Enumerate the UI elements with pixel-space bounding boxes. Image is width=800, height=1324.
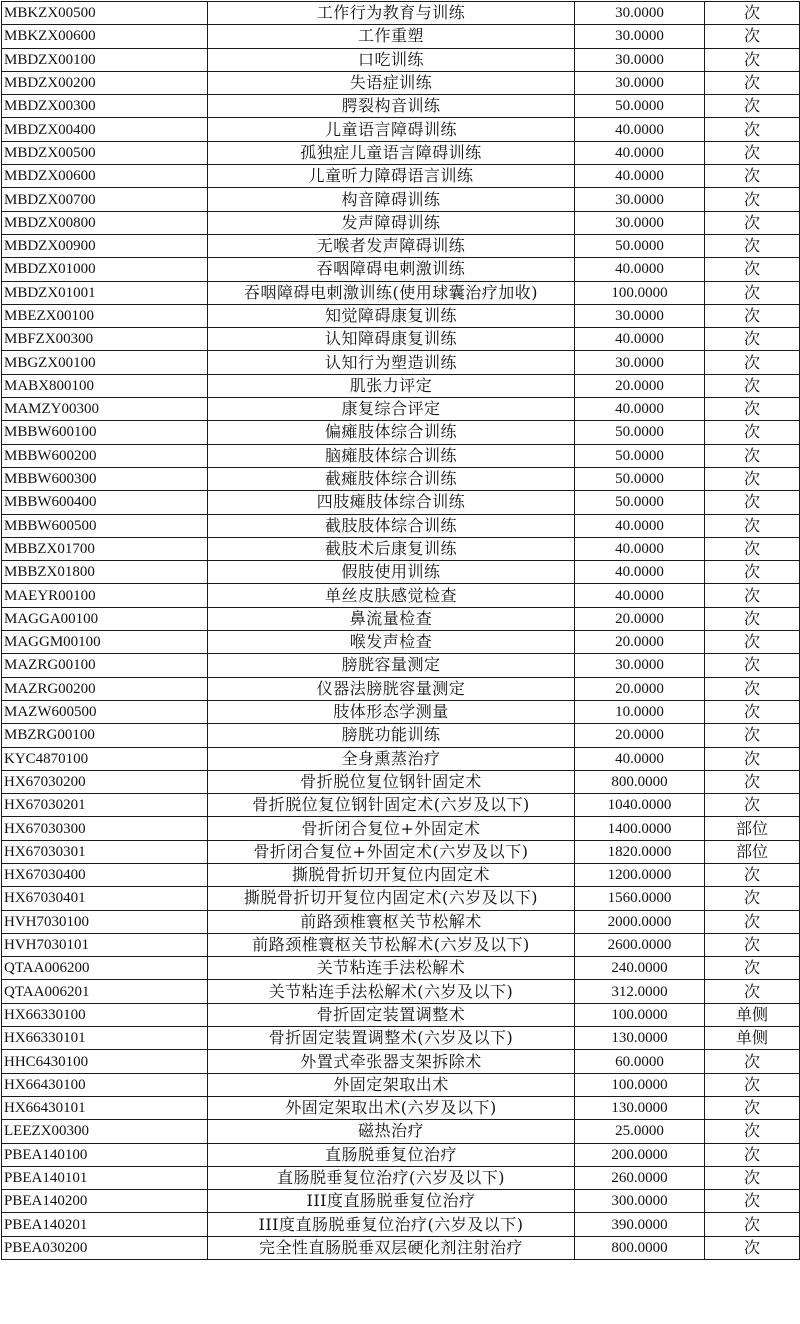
table-row [2, 1120, 800, 1143]
item-price-cell: 1040.0000 [575, 794, 705, 817]
fee-table-body [2, 2, 800, 1260]
item-price-cell: 30.0000 [575, 304, 705, 327]
item-name-cell: 肢体形态学测量 [208, 700, 575, 723]
item-price-cell: 40.0000 [575, 537, 705, 560]
item-price-cell: 30.0000 [575, 2, 705, 25]
item-name-cell: 认知障碍康复训练 [208, 328, 575, 351]
item-price-cell: 20.0000 [575, 631, 705, 654]
item-price-cell: 40.0000 [575, 561, 705, 584]
item-price-cell: 40.0000 [575, 747, 705, 770]
table-row [2, 980, 800, 1003]
item-name-cell: 脑瘫肢体综合训练 [208, 444, 575, 467]
item-code-cell: MBBW600100 [2, 421, 208, 444]
item-price-cell: 50.0000 [575, 234, 705, 257]
item-price-cell: 40.0000 [575, 165, 705, 188]
table-row [2, 234, 800, 257]
item-name-cell: 仪器法膀胱容量测定 [208, 677, 575, 700]
item-code-cell: HX67030300 [2, 817, 208, 840]
item-code-cell: MAGGM00100 [2, 631, 208, 654]
item-unit-cell: 次 [705, 421, 800, 444]
item-unit-cell: 次 [705, 654, 800, 677]
item-name-cell: 骨折脱位复位钢针固定术 [208, 770, 575, 793]
item-name-cell: 膀胱容量测定 [208, 654, 575, 677]
table-row [2, 211, 800, 234]
item-name-cell: 失语症训练 [208, 71, 575, 94]
item-unit-cell: 次 [705, 724, 800, 747]
table-row [2, 514, 800, 537]
item-unit-cell: 次 [705, 1073, 800, 1096]
item-code-cell: MBFZX00300 [2, 328, 208, 351]
item-price-cell: 390.0000 [575, 1213, 705, 1236]
item-unit-cell: 次 [705, 165, 800, 188]
item-code-cell: MBDZX00100 [2, 48, 208, 71]
item-price-cell: 40.0000 [575, 398, 705, 421]
item-unit-cell: 单侧 [705, 1027, 800, 1050]
item-unit-cell: 次 [705, 794, 800, 817]
table-row [2, 724, 800, 747]
item-price-cell: 40.0000 [575, 584, 705, 607]
item-code-cell: HX66330101 [2, 1027, 208, 1050]
item-price-cell: 130.0000 [575, 1096, 705, 1119]
item-name-cell: 吞咽障碍电刺激训练(使用球囊治疗加收) [208, 281, 575, 304]
item-code-cell: MBZRG00100 [2, 724, 208, 747]
table-row [2, 374, 800, 397]
item-price-cell: 312.0000 [575, 980, 705, 1003]
item-unit-cell: 次 [705, 887, 800, 910]
item-unit-cell: 次 [705, 95, 800, 118]
item-price-cell: 20.0000 [575, 724, 705, 747]
item-unit-cell: 次 [705, 863, 800, 886]
item-name-cell: 全身熏蒸治疗 [208, 747, 575, 770]
item-code-cell: HX66430101 [2, 1096, 208, 1119]
item-unit-cell: 次 [705, 980, 800, 1003]
item-price-cell: 50.0000 [575, 491, 705, 514]
item-code-cell: MBBZX01800 [2, 561, 208, 584]
table-row [2, 258, 800, 281]
table-row [2, 1050, 800, 1073]
table-row [2, 863, 800, 886]
item-price-cell: 50.0000 [575, 421, 705, 444]
table-row [2, 351, 800, 374]
table-row [2, 1003, 800, 1026]
item-unit-cell: 次 [705, 1166, 800, 1189]
item-name-cell: 鼻流量检查 [208, 607, 575, 630]
table-row [2, 328, 800, 351]
item-name-cell: 骨折固定装置调整术(六岁及以下) [208, 1027, 575, 1050]
item-unit-cell: 次 [705, 1190, 800, 1213]
item-name-cell: 直肠脱垂复位治疗(六岁及以下) [208, 1166, 575, 1189]
item-name-cell: 儿童语言障碍训练 [208, 118, 575, 141]
item-name-cell: 骨折固定装置调整术 [208, 1003, 575, 1026]
item-code-cell: HVH7030101 [2, 933, 208, 956]
table-row [2, 537, 800, 560]
item-code-cell: LEEZX00300 [2, 1120, 208, 1143]
item-unit-cell: 次 [705, 770, 800, 793]
item-price-cell: 60.0000 [575, 1050, 705, 1073]
table-row [2, 71, 800, 94]
item-price-cell: 1560.0000 [575, 887, 705, 910]
item-price-cell: 100.0000 [575, 1073, 705, 1096]
item-code-cell: MBDZX00500 [2, 141, 208, 164]
item-unit-cell: 次 [705, 281, 800, 304]
item-price-cell: 30.0000 [575, 48, 705, 71]
table-row [2, 188, 800, 211]
item-name-cell: 外固定架取出术 [208, 1073, 575, 1096]
table-row [2, 491, 800, 514]
table-row [2, 910, 800, 933]
item-code-cell: MAEYR00100 [2, 584, 208, 607]
item-price-cell: 30.0000 [575, 25, 705, 48]
item-unit-cell: 次 [705, 700, 800, 723]
item-price-cell: 300.0000 [575, 1190, 705, 1213]
item-unit-cell: 次 [705, 1143, 800, 1166]
item-code-cell: MBGZX00100 [2, 351, 208, 374]
item-code-cell: MBKZX00500 [2, 2, 208, 25]
item-code-cell: MBDZX00300 [2, 95, 208, 118]
table-row [2, 747, 800, 770]
item-unit-cell: 次 [705, 467, 800, 490]
item-unit-cell: 次 [705, 1236, 800, 1259]
item-unit-cell: 次 [705, 514, 800, 537]
item-code-cell: MBBW600200 [2, 444, 208, 467]
item-name-cell: 骨折闭合复位+外固定术(六岁及以下) [208, 840, 575, 863]
item-price-cell: 2600.0000 [575, 933, 705, 956]
table-row [2, 25, 800, 48]
table-row [2, 398, 800, 421]
table-row [2, 1143, 800, 1166]
table-row [2, 887, 800, 910]
item-code-cell: MBDZX00200 [2, 71, 208, 94]
item-price-cell: 2000.0000 [575, 910, 705, 933]
item-code-cell: MBDZX00800 [2, 211, 208, 234]
item-code-cell: HX67030400 [2, 863, 208, 886]
item-unit-cell: 次 [705, 561, 800, 584]
item-unit-cell: 次 [705, 234, 800, 257]
item-name-cell: III度直肠脱垂复位治疗 [208, 1190, 575, 1213]
item-price-cell: 30.0000 [575, 351, 705, 374]
table-row [2, 304, 800, 327]
table-row [2, 141, 800, 164]
item-price-cell: 50.0000 [575, 95, 705, 118]
item-code-cell: MBDZX00400 [2, 118, 208, 141]
item-unit-cell: 次 [705, 933, 800, 956]
item-name-cell: 前路颈椎寰枢关节松解术 [208, 910, 575, 933]
item-code-cell: HX67030201 [2, 794, 208, 817]
item-unit-cell: 次 [705, 351, 800, 374]
item-unit-cell: 次 [705, 374, 800, 397]
item-unit-cell: 部位 [705, 817, 800, 840]
table-row [2, 444, 800, 467]
item-code-cell: PBEA030200 [2, 1236, 208, 1259]
item-unit-cell: 单侧 [705, 1003, 800, 1026]
item-unit-cell: 次 [705, 910, 800, 933]
table-row [2, 700, 800, 723]
item-price-cell: 30.0000 [575, 71, 705, 94]
table-row [2, 677, 800, 700]
item-code-cell: MAZRG00200 [2, 677, 208, 700]
item-code-cell: PBEA140100 [2, 1143, 208, 1166]
item-name-cell: 孤独症儿童语言障碍训练 [208, 141, 575, 164]
item-unit-cell: 次 [705, 328, 800, 351]
item-name-cell: 假肢使用训练 [208, 561, 575, 584]
table-row [2, 840, 800, 863]
table-row [2, 770, 800, 793]
item-unit-cell: 次 [705, 607, 800, 630]
item-code-cell: QTAA006200 [2, 957, 208, 980]
item-price-cell: 260.0000 [575, 1166, 705, 1189]
item-price-cell: 1820.0000 [575, 840, 705, 863]
item-code-cell: HX67030401 [2, 887, 208, 910]
item-price-cell: 25.0000 [575, 1120, 705, 1143]
item-name-cell: 撕脱骨折切开复位内固定术(六岁及以下) [208, 887, 575, 910]
item-price-cell: 800.0000 [575, 1236, 705, 1259]
item-code-cell: MBDZX01000 [2, 258, 208, 281]
table-row [2, 794, 800, 817]
table-row [2, 584, 800, 607]
item-name-cell: 口吃训练 [208, 48, 575, 71]
item-name-cell: 工作行为教育与训练 [208, 2, 575, 25]
item-name-cell: 骨折脱位复位钢针固定术(六岁及以下) [208, 794, 575, 817]
item-code-cell: PBEA140201 [2, 1213, 208, 1236]
item-code-cell: HVH7030100 [2, 910, 208, 933]
item-name-cell: 截肢肢体综合训练 [208, 514, 575, 537]
item-unit-cell: 次 [705, 584, 800, 607]
item-unit-cell: 次 [705, 631, 800, 654]
item-unit-cell: 次 [705, 48, 800, 71]
item-unit-cell: 次 [705, 304, 800, 327]
item-price-cell: 30.0000 [575, 211, 705, 234]
item-unit-cell: 次 [705, 747, 800, 770]
table-row [2, 957, 800, 980]
item-name-cell: 喉发声检查 [208, 631, 575, 654]
item-unit-cell: 次 [705, 141, 800, 164]
item-price-cell: 100.0000 [575, 281, 705, 304]
table-row [2, 1096, 800, 1119]
item-code-cell: MBEZX00100 [2, 304, 208, 327]
item-name-cell: 发声障碍训练 [208, 211, 575, 234]
item-price-cell: 800.0000 [575, 770, 705, 793]
item-price-cell: 50.0000 [575, 467, 705, 490]
item-price-cell: 20.0000 [575, 374, 705, 397]
item-code-cell: KYC4870100 [2, 747, 208, 770]
item-name-cell: 知觉障碍康复训练 [208, 304, 575, 327]
item-price-cell: 130.0000 [575, 1027, 705, 1050]
item-code-cell: PBEA140200 [2, 1190, 208, 1213]
item-name-cell: 外固定架取出术(六岁及以下) [208, 1096, 575, 1119]
table-row [2, 631, 800, 654]
table-row [2, 118, 800, 141]
item-unit-cell: 部位 [705, 840, 800, 863]
item-name-cell: 骨折闭合复位+外固定术 [208, 817, 575, 840]
item-code-cell: MBDZX00900 [2, 234, 208, 257]
item-code-cell: MBBW600400 [2, 491, 208, 514]
table-row [2, 1213, 800, 1236]
item-unit-cell: 次 [705, 537, 800, 560]
item-code-cell: MBBW600500 [2, 514, 208, 537]
item-name-cell: 构音障碍训练 [208, 188, 575, 211]
item-code-cell: PBEA140101 [2, 1166, 208, 1189]
item-code-cell: HX67030200 [2, 770, 208, 793]
item-name-cell: 肌张力评定 [208, 374, 575, 397]
item-price-cell: 30.0000 [575, 654, 705, 677]
item-unit-cell: 次 [705, 118, 800, 141]
item-code-cell: HX67030301 [2, 840, 208, 863]
table-row [2, 95, 800, 118]
item-name-cell: 儿童听力障碍语言训练 [208, 165, 575, 188]
table-row [2, 421, 800, 444]
item-name-cell: 完全性直肠脱垂双层硬化剂注射治疗 [208, 1236, 575, 1259]
item-name-cell: 直肠脱垂复位治疗 [208, 1143, 575, 1166]
item-name-cell: 关节粘连手法松解术 [208, 957, 575, 980]
item-price-cell: 20.0000 [575, 677, 705, 700]
item-code-cell: QTAA006201 [2, 980, 208, 1003]
item-price-cell: 40.0000 [575, 328, 705, 351]
table-row [2, 165, 800, 188]
item-code-cell: HX66430100 [2, 1073, 208, 1096]
item-price-cell: 1200.0000 [575, 863, 705, 886]
item-price-cell: 20.0000 [575, 607, 705, 630]
item-price-cell: 40.0000 [575, 258, 705, 281]
item-code-cell: MBBW600300 [2, 467, 208, 490]
table-row [2, 467, 800, 490]
item-unit-cell: 次 [705, 1050, 800, 1073]
item-code-cell: MBBZX01700 [2, 537, 208, 560]
table-row [2, 654, 800, 677]
item-price-cell: 1400.0000 [575, 817, 705, 840]
item-code-cell: MAMZY00300 [2, 398, 208, 421]
item-code-cell: HX66330100 [2, 1003, 208, 1026]
item-unit-cell: 次 [705, 491, 800, 514]
item-price-cell: 40.0000 [575, 118, 705, 141]
item-unit-cell: 次 [705, 188, 800, 211]
item-code-cell: MBKZX00600 [2, 25, 208, 48]
table-row [2, 48, 800, 71]
item-unit-cell: 次 [705, 258, 800, 281]
item-name-cell: 外置式牵张器支架拆除术 [208, 1050, 575, 1073]
item-code-cell: MAGGA00100 [2, 607, 208, 630]
item-price-cell: 200.0000 [575, 1143, 705, 1166]
item-price-cell: 40.0000 [575, 141, 705, 164]
table-row [2, 1166, 800, 1189]
item-name-cell: 膀胱功能训练 [208, 724, 575, 747]
item-name-cell: 偏瘫肢体综合训练 [208, 421, 575, 444]
table-row [2, 1073, 800, 1096]
item-code-cell: MAZRG00100 [2, 654, 208, 677]
table-row [2, 1027, 800, 1050]
table-row [2, 1236, 800, 1259]
item-code-cell: MAZW600500 [2, 700, 208, 723]
item-name-cell: 腭裂构音训练 [208, 95, 575, 118]
item-code-cell: MBDZX00700 [2, 188, 208, 211]
item-price-cell: 50.0000 [575, 444, 705, 467]
item-code-cell: MBDZX01001 [2, 281, 208, 304]
item-name-cell: 前路颈椎寰枢关节松解术(六岁及以下) [208, 933, 575, 956]
item-name-cell: 康复综合评定 [208, 398, 575, 421]
item-name-cell: 截瘫肢体综合训练 [208, 467, 575, 490]
item-code-cell: HHC6430100 [2, 1050, 208, 1073]
item-name-cell: 截肢术后康复训练 [208, 537, 575, 560]
item-price-cell: 40.0000 [575, 514, 705, 537]
table-row [2, 1190, 800, 1213]
item-unit-cell: 次 [705, 211, 800, 234]
item-price-cell: 10.0000 [575, 700, 705, 723]
item-unit-cell: 次 [705, 2, 800, 25]
item-unit-cell: 次 [705, 71, 800, 94]
item-name-cell: 四肢瘫肢体综合训练 [208, 491, 575, 514]
item-unit-cell: 次 [705, 444, 800, 467]
item-unit-cell: 次 [705, 25, 800, 48]
item-name-cell: 认知行为塑造训练 [208, 351, 575, 374]
item-code-cell: MBDZX00600 [2, 165, 208, 188]
table-row [2, 281, 800, 304]
item-name-cell: 单丝皮肤感觉检查 [208, 584, 575, 607]
item-name-cell: 吞咽障碍电刺激训练 [208, 258, 575, 281]
item-name-cell: III度直肠脱垂复位治疗(六岁及以下) [208, 1213, 575, 1236]
table-row [2, 561, 800, 584]
item-price-cell: 30.0000 [575, 188, 705, 211]
table-row [2, 933, 800, 956]
item-name-cell: 磁热治疗 [208, 1120, 575, 1143]
table-row [2, 817, 800, 840]
item-name-cell: 无喉者发声障碍训练 [208, 234, 575, 257]
item-name-cell: 工作重塑 [208, 25, 575, 48]
item-name-cell: 关节粘连手法松解术(六岁及以下) [208, 980, 575, 1003]
fee-table [1, 1, 800, 1260]
item-price-cell: 240.0000 [575, 957, 705, 980]
table-row [2, 2, 800, 25]
item-unit-cell: 次 [705, 1213, 800, 1236]
item-code-cell: MABX800100 [2, 374, 208, 397]
item-unit-cell: 次 [705, 677, 800, 700]
item-unit-cell: 次 [705, 1096, 800, 1119]
item-unit-cell: 次 [705, 398, 800, 421]
item-unit-cell: 次 [705, 1120, 800, 1143]
table-row [2, 607, 800, 630]
item-price-cell: 100.0000 [575, 1003, 705, 1026]
item-unit-cell: 次 [705, 957, 800, 980]
item-name-cell: 撕脱骨折切开复位内固定术 [208, 863, 575, 886]
